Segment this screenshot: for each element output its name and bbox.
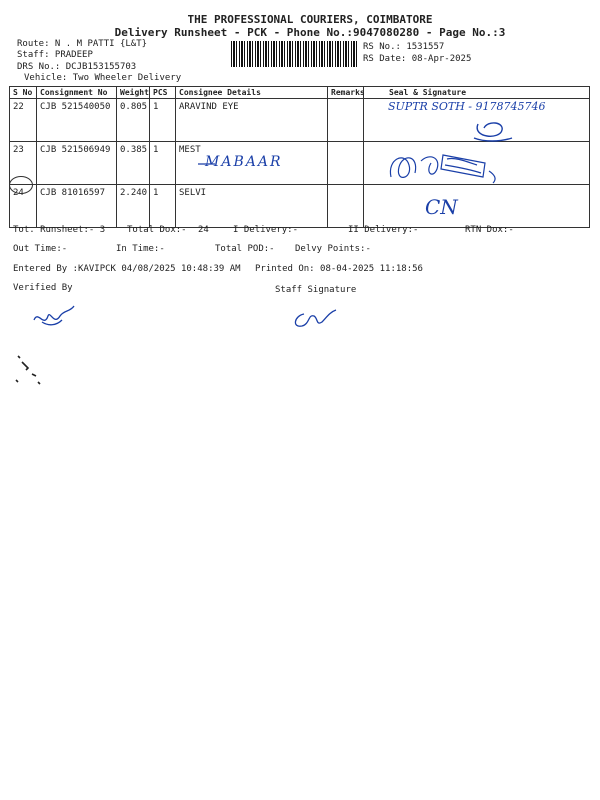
cell-consignment: CJB 81016597 [37,185,117,228]
cell-consignee: SELVI [176,185,328,228]
cell-weight: 2.240 [117,185,150,228]
delivery-points: Delvy Points:- [295,244,371,254]
ink-blot-marks-icon [12,352,46,386]
dash-mark-icon [197,161,217,167]
cell-pcs: 1 [150,185,176,228]
rs-date: RS Date: 08-Apr-2025 [363,54,472,64]
in-time: In Time:- [116,244,165,254]
cell-remarks [328,142,364,185]
handwritten-note-row23: MABAAR [205,154,283,170]
vehicle-text: Vehicle: Two Wheeler Delivery [24,73,182,83]
cell-pcs: 1 [150,99,176,142]
cell-consignment: CJB 521506949 [37,142,117,185]
verified-by-label: Verified By [13,283,73,293]
out-time: Out Time:- [13,244,68,254]
cell-consignee: ARAVIND EYE [176,99,328,142]
cell-sno: 24 [10,185,37,228]
runsheet-subtitle: Delivery Runsheet - PCK - Phone No.:9047080280 - Page No.:3 [114,26,506,39]
handwritten-signature-row24: CN [425,195,458,219]
route-text: Route: N . M PATTI {L&T} [17,39,148,49]
total-pod: Total POD:- [215,244,275,254]
cell-weight: 0.385 [117,142,150,185]
total-dox-value: 24 [198,225,209,235]
i-delivery: I Delivery:- [233,225,299,235]
column-header: Remarks [328,87,364,99]
column-header: Seal & Signature [364,87,590,99]
total-dox-label: Total Dox:- [127,225,187,235]
column-header: Consignee Details [176,87,328,99]
column-header: PCS [150,87,176,99]
cell-sno: 23 [10,142,37,185]
handwritten-circle-mark [9,176,33,194]
column-header: Weight [117,87,150,99]
column-header: S No [10,87,37,99]
column-header: Consignment No [37,87,117,99]
barcode [231,41,357,67]
cell-remarks [328,185,364,228]
table-header-row [10,87,590,99]
drs-number: DRS No.: DCJB153155703 [17,62,137,72]
rtn-dox: RTN Dox:- [465,225,514,235]
stamp-signature-icon [385,147,510,189]
handwritten-signature-row22: SUPTR SOTH - 9178745746 [388,100,546,113]
total-runsheet: Tot. Runsheet:- 3 [13,225,106,235]
staff-text: Staff: PRADEEP [17,50,93,60]
cell-weight: 0.805 [117,99,150,142]
rs-number: RS No.: 1531557 [363,42,445,52]
ii-delivery: II Delivery:- [348,225,419,235]
cell-signature [364,185,590,228]
printed-on: Printed On: 08-04-2025 11:18:56 [255,264,423,274]
cell-pcs: 1 [150,142,176,185]
cell-consignment: CJB 521540050 [37,99,117,142]
staff-signature-icon [290,304,340,332]
entered-by: Entered By :KAVIPCK 04/08/2025 10:48:39 AM [13,264,241,274]
cell-consignee: MEST [176,142,328,185]
staff-signature-label: Staff Signature [275,285,357,295]
cell-sno: 22 [10,99,37,142]
verifier-signature-icon [30,302,78,332]
cell-remarks [328,99,364,142]
table-row [10,185,590,228]
company-title: THE PROFESSIONAL COURIERS, COIMBATORE [187,13,433,26]
signature-scribble-icon [470,116,515,146]
